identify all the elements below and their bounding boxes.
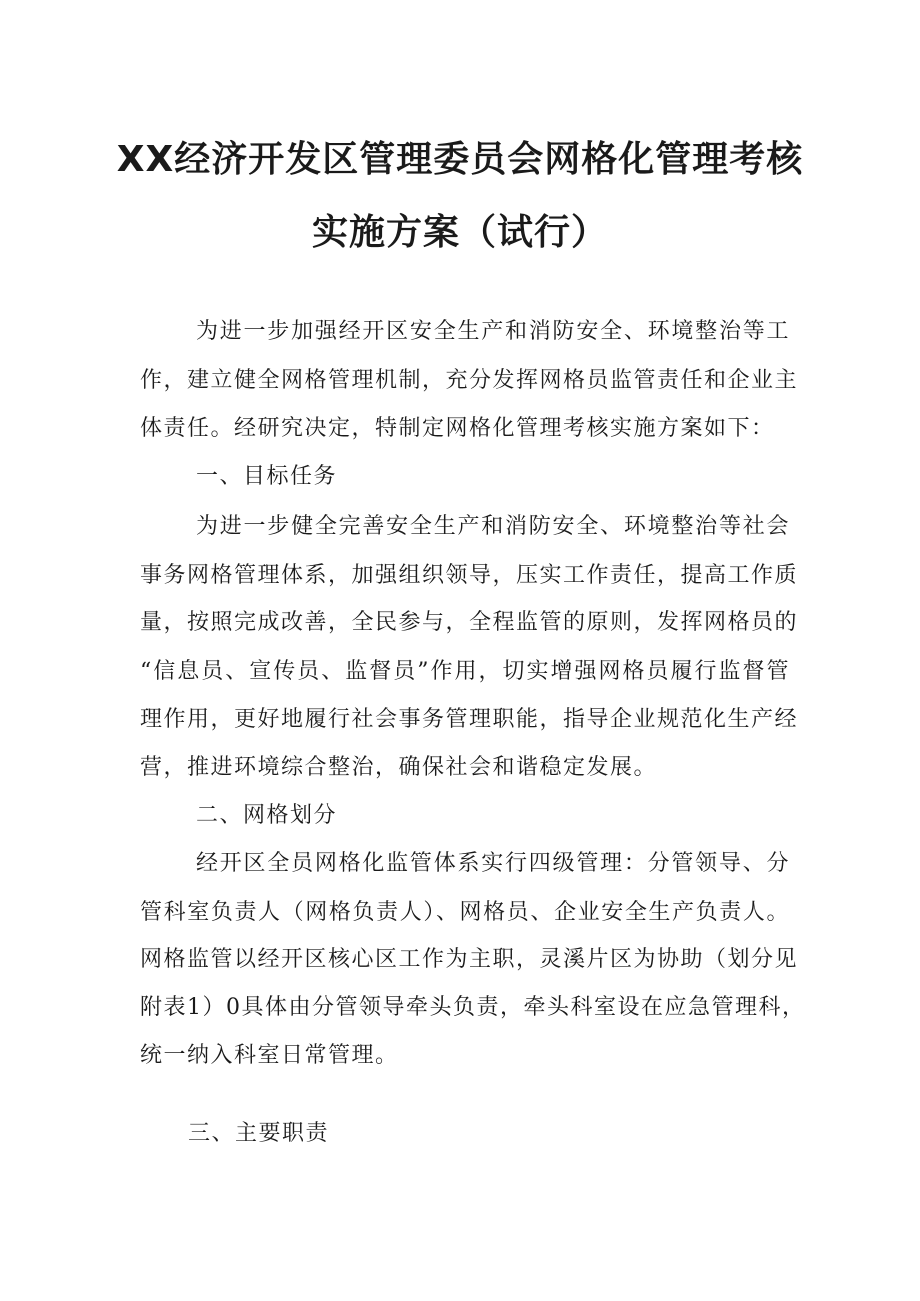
section-2-line-5: 统一纳入科室日常管理。 [140, 1043, 399, 1068]
section-1-line-1: 为进一步健全完善安全生产和消防安全、环境整治等社会 [196, 514, 790, 539]
section-1-line-5: 理作用，更好地履行社会事务管理职能，指导企业规范化生产经 [140, 707, 799, 732]
section-3-heading: 三、主要职责 [188, 1121, 330, 1146]
section-2-line-3: 网格监管以经开区核心区工作为主职，灵溪片区为协助（划分见 [140, 947, 799, 972]
section-1-line-4: “信息员、宣传员、监督员”作用，切实增强网格员履行监督管 [140, 659, 790, 684]
section-2-line-4: 附表1）0具体由分管领导牵头负责，牵头科室设在应急管理科， [140, 995, 806, 1020]
intro-line-1: 为进一步加强经开区安全生产和消防安全、环境整治等工 [196, 319, 790, 344]
document-title-line-1: XX经济开发区管理委员会网格化管理考核 [116, 139, 804, 180]
section-1-line-3: 量，按照完成改善，全民参与，全程监管的原则，发挥网格员的 [140, 610, 799, 635]
section-1-line-6: 营，推进环境综合整治，确保社会和谐稳定发展。 [140, 755, 658, 780]
section-1-line-2: 事务网格管理体系，加强组织领导，压实工作责任，提高工作质 [140, 563, 799, 588]
section-2-line-2: 管科室负责人（网格负责人）、网格员、企业安全生产负责人。 [140, 900, 790, 925]
section-2-heading: 二、网格划分 [196, 803, 338, 828]
section-2-line-1: 经开区全员网格化监管体系实行四级管理：分管领导、分 [196, 851, 790, 876]
intro-line-3: 体责任。经研究决定，特制定网格化管理考核实施方案如下： [140, 416, 775, 441]
document-title-line-2: 实施方案（试行） [311, 212, 608, 253]
section-1-heading: 一、目标任务 [196, 464, 338, 489]
intro-line-2: 作，建立健全网格管理机制，充分发挥网格员监管责任和企业主 [140, 368, 799, 393]
